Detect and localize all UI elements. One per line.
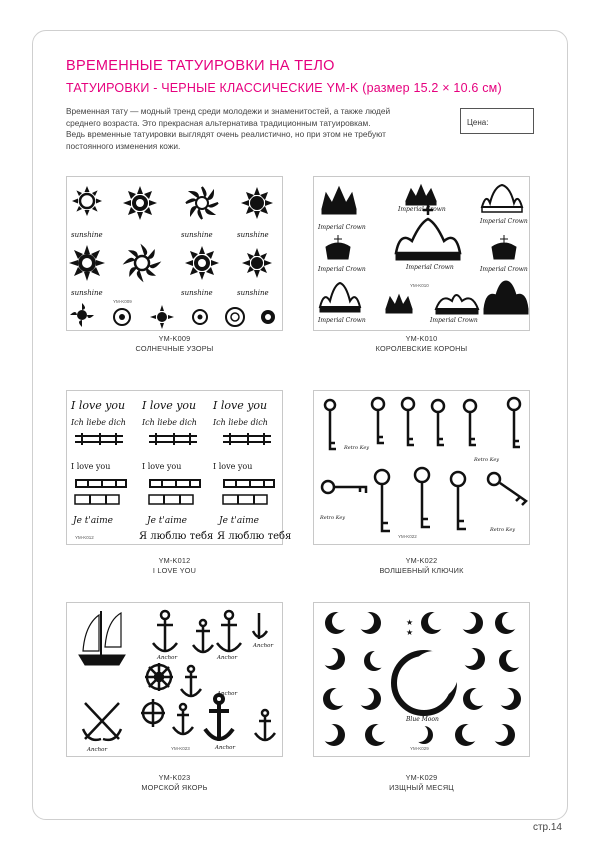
product-caption	[313, 334, 530, 353]
product-card-ym-k012[interactable]	[66, 390, 292, 545]
sheet-code: YM-K009	[113, 299, 132, 304]
key-tattoo-sheet	[314, 391, 529, 544]
product-name: I LOVE YOU	[152, 565, 197, 575]
product-caption	[66, 773, 283, 792]
sun-tattoo-sheet	[67, 177, 282, 330]
sheet-text: Imperial Crown	[318, 224, 366, 231]
product-card-ym-k022[interactable]	[313, 390, 530, 545]
sheet-text: Imperial Crown	[430, 317, 478, 324]
sheet-text: I love you	[71, 462, 111, 471]
description-line: Ведь временные татуировки выглядят очень реалистично, но при этом не требуют	[66, 129, 386, 139]
product-card-ym-k029[interactable]	[313, 602, 530, 757]
description-line: Временная тату — модный тренд среди молодежи и знаменитостей, а также людей	[66, 106, 391, 116]
product-caption	[66, 334, 283, 353]
page-subtitle: ТАТУИРОВКИ - ЧЕРНЫЕ КЛАССИЧЕСКИЕ YM-K (размер 15.2 × 10.6 см)	[66, 81, 502, 95]
sheet-text: sunshine	[71, 231, 103, 239]
sheet-text: sunshine	[237, 231, 269, 239]
price-box[interactable]	[460, 108, 534, 134]
sheet-text: I love you	[142, 399, 197, 412]
sheet-text: Retro Key	[490, 527, 516, 533]
page-title: ВРЕМЕННЫЕ ТАТУИРОВКИ НА ТЕЛО	[66, 58, 335, 74]
description-line: постоянного изменения кожи.	[66, 140, 181, 151]
sheet-text: sunshine	[71, 289, 103, 297]
sheet-text: Я люблю тебя	[217, 531, 292, 542]
sheet-text: Anchor	[217, 691, 238, 697]
sheet-text: Blue Moon	[406, 716, 439, 723]
product-code: YM-K023	[158, 773, 191, 782]
product-code: YM-K012	[158, 556, 191, 565]
sheet-text: I love you	[213, 462, 253, 471]
sheet-text: Imperial Crown	[406, 264, 454, 271]
product-name: КОРОЛЕВСКИЕ КОРОНЫ	[375, 343, 468, 353]
sheet-text: Imperial Crown	[318, 266, 366, 273]
sheet-text: sunshine	[181, 289, 213, 297]
product-code: YM-K010	[405, 334, 438, 343]
svg-text:★: ★	[406, 628, 414, 637]
sheet-text: Anchor	[217, 655, 238, 661]
product-caption	[66, 556, 283, 575]
sheet-text: Я люблю тебя	[139, 531, 214, 542]
product-card-ym-k010[interactable]	[313, 176, 530, 331]
sheet-text: Je t'aime	[147, 516, 187, 526]
sheet-code: YM-K012	[75, 535, 94, 540]
description	[66, 106, 436, 152]
sheet-text: Anchor	[215, 745, 236, 751]
sheet-text: Anchor	[87, 747, 108, 753]
sheet-code: YM-K022	[398, 534, 417, 539]
sheet-text: Imperial Crown	[398, 206, 446, 213]
product-code: YM-K009	[158, 334, 191, 343]
product-card-ym-k009[interactable]	[66, 176, 283, 331]
sheet-text: I love you	[213, 399, 268, 412]
product-name: ВОЛШЕБНЫЙ КЛЮЧИК	[379, 565, 464, 575]
sheet-text: sunshine	[237, 289, 269, 297]
sheet-text: Ich liebe dich	[213, 418, 268, 427]
product-name: СОЛНЕЧНЫЕ УЗОРЫ	[135, 343, 214, 353]
sheet-text: I love you	[71, 399, 126, 412]
sheet-text: Retro Key	[344, 445, 370, 451]
product-card-ym-k023[interactable]	[66, 602, 283, 757]
sheet-code: YM-K029	[410, 746, 429, 751]
sheet-text: Anchor	[157, 655, 178, 661]
product-caption	[313, 773, 530, 792]
page-number: стр.14	[532, 822, 562, 833]
sheet-code: YM-K010	[410, 283, 429, 288]
sheet-text: Je t'aime	[219, 516, 259, 526]
sheet-text: I love you	[142, 462, 182, 471]
product-code: YM-K029	[405, 773, 438, 782]
sheet-text: Ich liebe dich	[71, 418, 126, 427]
product-caption	[313, 556, 530, 575]
svg-text:★: ★	[406, 618, 414, 627]
sheet-text: Retro Key	[474, 457, 500, 463]
description-line: среднего возраста. Это прекрасная альтернатива традиционным татуировкам.	[66, 117, 371, 128]
product-name: ИЗЩНЫЙ МЕСЯЦ	[389, 782, 454, 792]
moon-tattoo-sheet	[314, 603, 529, 756]
product-code: YM-K022	[405, 556, 438, 565]
sheet-text: Anchor	[253, 643, 274, 649]
sheet-text: sunshine	[181, 231, 213, 239]
anchor-tattoo-sheet	[67, 603, 282, 756]
sheet-text: Imperial Crown	[480, 266, 528, 273]
sheet-text: Imperial Crown	[318, 317, 366, 324]
sheet-text: Retro Key	[320, 515, 346, 521]
love-tattoo-sheet	[67, 391, 292, 544]
sheet-code: YM-K023	[171, 746, 190, 751]
price-label: Цена:	[467, 118, 489, 127]
crown-tattoo-sheet	[314, 177, 529, 330]
sheet-text: Je t'aime	[73, 516, 113, 526]
sheet-text: Imperial Crown	[480, 218, 528, 225]
sheet-text: Ich liebe dich	[142, 418, 197, 427]
product-name: МОРСКОЙ ЯКОРЬ	[141, 782, 208, 792]
